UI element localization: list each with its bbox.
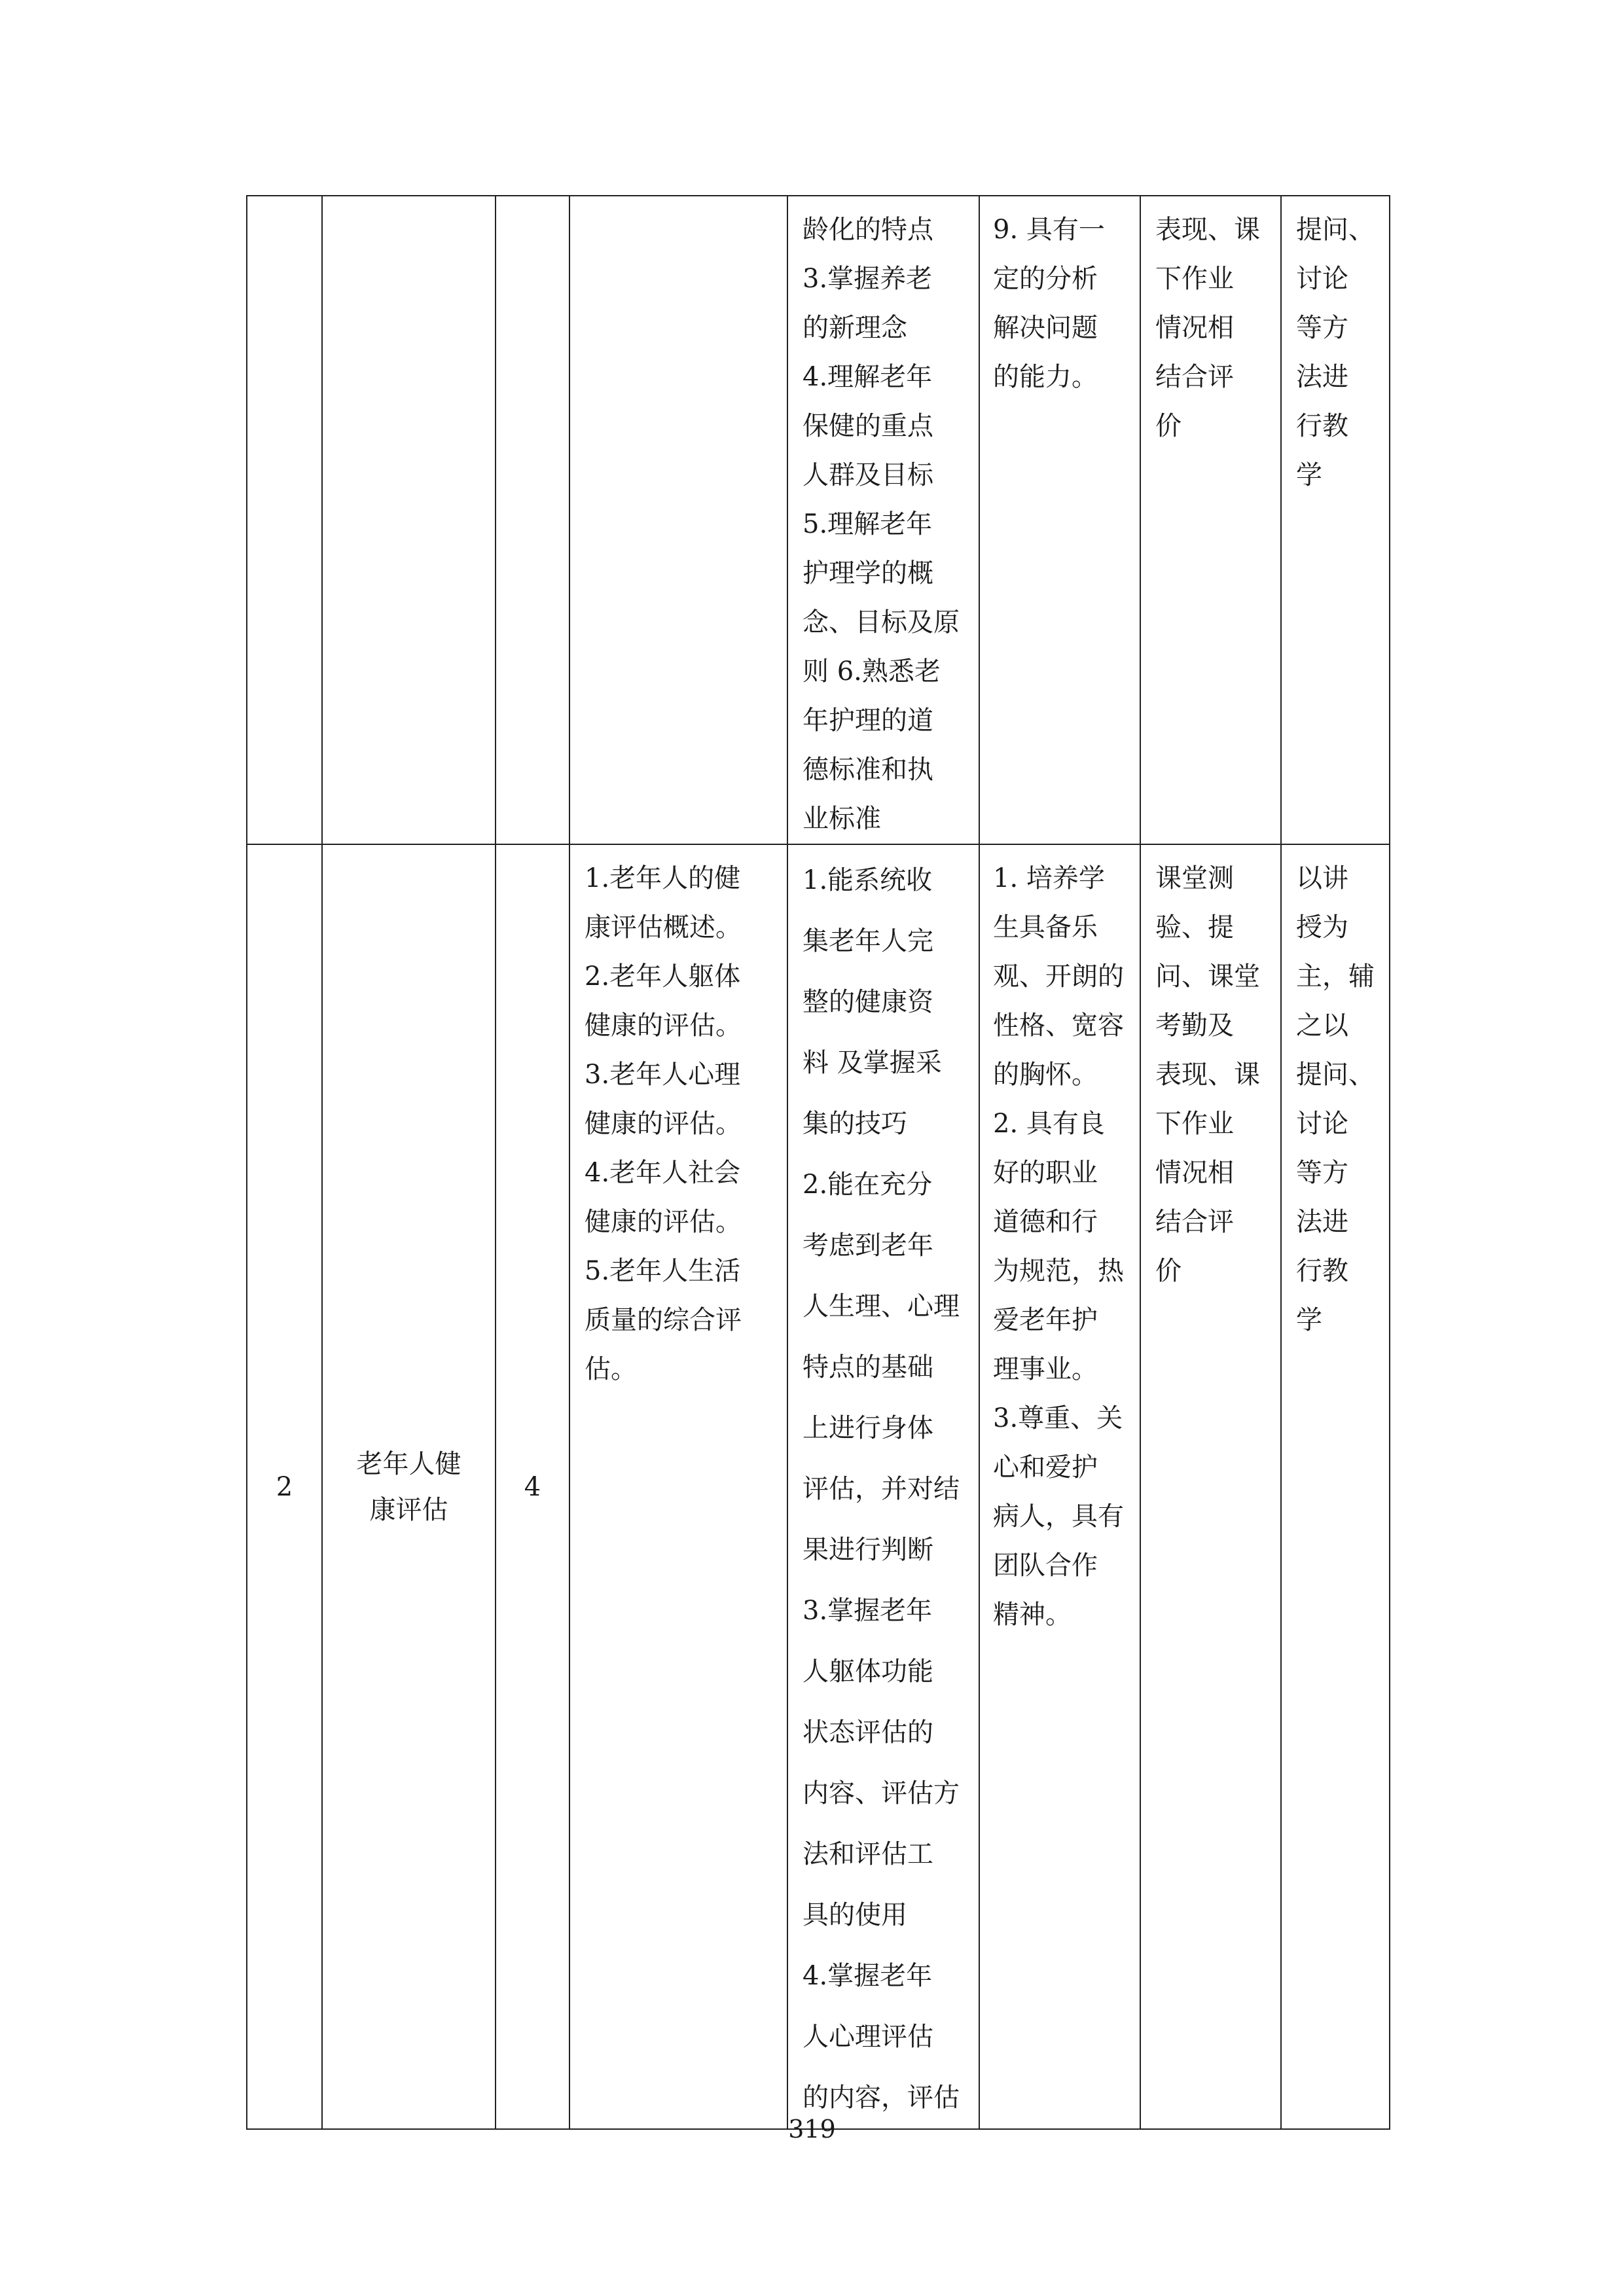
quality-text: 9. 具有一 定的分析 解决问题 的能力。 bbox=[993, 215, 1105, 392]
knowledge-text: 1.能系统收 集老年人完 整的健康资 料 及掌握采 集的技巧 2.能在充分 考虑到老年 人生理、心理 特点的基础 上进行身体 评估，并对结 果进行判断 3.掌握老年 人躯体功能 状态评估的 内容、评估方 法和评估工 具的使用 4.掌握老年 人心理评估 的内容，评估 bbox=[803, 865, 960, 2113]
method-cell bbox=[1281, 196, 1390, 844]
hours-text bbox=[496, 196, 569, 206]
content-cell bbox=[569, 844, 787, 2129]
table-row bbox=[247, 196, 1390, 844]
unit-text bbox=[323, 196, 495, 206]
unit-cell bbox=[322, 844, 496, 2129]
hours-text: 4 bbox=[524, 1471, 541, 1502]
seq-text: 2 bbox=[276, 1471, 293, 1502]
method-cell bbox=[1281, 844, 1390, 2129]
content-text: 1.老年人的健 康评估概述。 2.老年人躯体 健康的评估。 3.老年人心理 健康的评估。 4.老年人社会 健康的评估。 5.老年人生活 质量的综合评 估。 bbox=[585, 863, 742, 1384]
method-text: 提问、 讨论 等方 法进 行教 学 bbox=[1296, 215, 1375, 490]
quality-cell bbox=[979, 196, 1140, 844]
assessment-cell bbox=[1140, 844, 1281, 2129]
unit-cell bbox=[322, 196, 496, 844]
curriculum-table bbox=[246, 195, 1390, 2130]
method-text: 以讲 授为 主，辅 之以 提问、 讨论 等方 法进 行教 学 bbox=[1296, 863, 1375, 1335]
content-text bbox=[570, 196, 787, 206]
page-number: 319 bbox=[788, 2115, 836, 2144]
seq-text bbox=[247, 196, 321, 206]
hours-cell bbox=[496, 844, 569, 2129]
unit-text: 老年人健 康评估 bbox=[356, 1448, 461, 1525]
table-row bbox=[247, 844, 1390, 2129]
quality-text: 1. 培养学 生具备乐 观、开朗的 性格、宽容 的胸怀。 2. 具有良 好的职业 道德和行 为规范，热 爱老年护 理事业。 3.尊重、关 心和爱护 病人，具有 团队合作 精神。 bbox=[993, 863, 1124, 1630]
assessment-text: 课堂测 验、提 问、课堂 考勤及 表现、课 下作业 情况相 结合评 价 bbox=[1155, 863, 1260, 1286]
knowledge-cell bbox=[787, 844, 979, 2129]
seq-cell bbox=[247, 844, 322, 2129]
quality-cell bbox=[979, 844, 1140, 2129]
knowledge-cell bbox=[787, 196, 979, 844]
hours-cell bbox=[496, 196, 569, 844]
assessment-cell bbox=[1140, 196, 1281, 844]
content-cell bbox=[569, 196, 787, 844]
assessment-text: 表现、课 下作业 情况相 结合评 价 bbox=[1155, 215, 1260, 441]
seq-cell bbox=[247, 196, 322, 844]
knowledge-text: 龄化的特点 3.掌握养老 的新理念 4.理解老年 保健的重点 人群及目标 5.理解老年 护理学的概 念、目标及原 则 6.熟悉老 年护理的道 德标准和执 业标准 bbox=[803, 215, 960, 834]
